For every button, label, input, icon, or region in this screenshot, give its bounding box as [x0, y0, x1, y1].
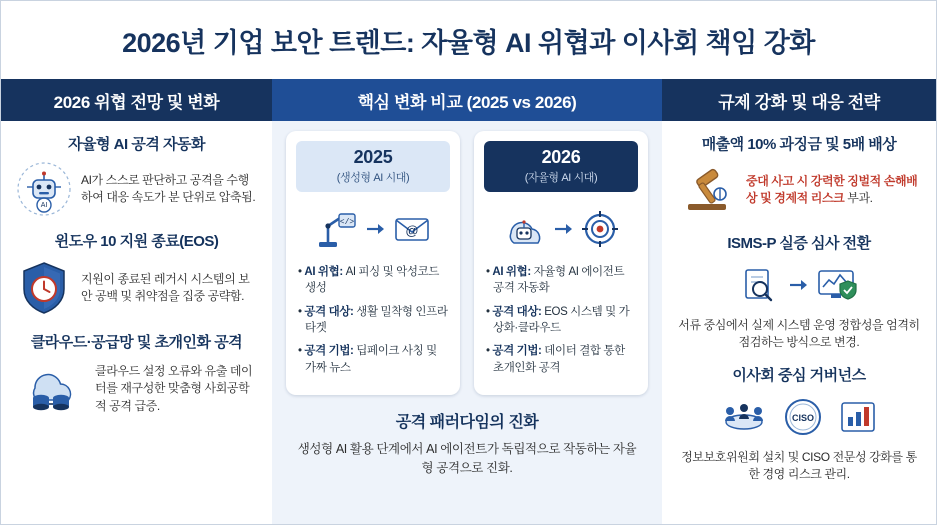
card-year: 2025 [353, 147, 393, 167]
item-label: 공격 기법: [492, 345, 542, 358]
block-description: 지원이 종료된 레거시 시스템의 보안 공백 및 취약점을 집중 공략함. [81, 271, 250, 303]
arrow-right-icon [365, 219, 385, 239]
left-column-header: 2026 위협 전망 및 변화 [1, 79, 272, 121]
block-title: 자율형 AI 공격 자동화 [68, 136, 205, 153]
block-title: 매출액 10% 과징금 및 5배 배상 [701, 136, 897, 153]
left-column [1, 79, 272, 525]
item-label: AI 위협: [492, 266, 531, 278]
block-description [746, 173, 922, 208]
risk-chart-icon [836, 395, 880, 439]
item-label: 공격 대상: [492, 305, 542, 318]
card-2026-items [484, 264, 638, 376]
right-block-governance [676, 364, 922, 484]
item-value: 딥페이크 사칭 및 가짜 뉴스 [305, 345, 437, 374]
item-value: AI 피싱 및 악성코드 생성 [305, 266, 439, 295]
arrow-right-icon [788, 275, 808, 295]
left-block-cloud-supplychain [15, 331, 258, 420]
card-2025-header [296, 141, 450, 192]
item-value: 자율형 AI 에이전트 공격 자동화 [493, 266, 625, 295]
item-value: 생활 밀착형 인프라 타겟 [305, 305, 448, 334]
desc-tail: 부과. [844, 191, 873, 205]
middle-footer [272, 395, 662, 478]
item-value: EOS 시스템 및 가상화·클라우드 [493, 305, 630, 334]
block-title: 윈도우 10 지원 종료(EOS) [54, 233, 219, 250]
left-block-autonomous-ai [15, 133, 258, 218]
ai-cloud-brain-icon [501, 207, 547, 251]
card-2025-visual [296, 200, 450, 258]
card-2025 [286, 131, 460, 395]
svg-text:</>: </> [339, 218, 355, 227]
block-description: AI가 스스로 판단하고 공격을 수행하여 대응 속도가 분 단위로 압축됨. [81, 172, 256, 204]
svg-text:@: @ [405, 223, 419, 238]
card-2025-items [296, 264, 450, 376]
email-phishing-icon [391, 209, 433, 249]
card-2026 [474, 131, 648, 395]
middle-column-header: 핵심 변화 비교 (2025 vs 2026) [272, 79, 662, 121]
block-row [15, 257, 258, 319]
card-2026-header [484, 141, 638, 192]
comparison-cards [272, 121, 662, 395]
gavel-scale-icon [676, 160, 738, 220]
block-description: 정보보호위원회 설치 및 CISO 전문성 강화를 통한 경영 리스크 관리. [681, 449, 917, 482]
right-column [662, 79, 936, 525]
item-value: 데이터 결합 통한 초개인화 공격 [493, 345, 625, 374]
ciso-badge-icon [780, 394, 826, 440]
item-label: AI 위협: [304, 266, 343, 278]
middle-column [272, 79, 662, 525]
target-crosshair-icon [579, 208, 621, 250]
left-column-body [1, 121, 272, 420]
block-row [15, 160, 258, 218]
card-2026-visual [484, 200, 638, 258]
item-label: 공격 대상: [304, 305, 354, 318]
block-row [15, 358, 258, 420]
block-title: ISMS-P 실증 심사 전환 [727, 235, 871, 252]
title-bar [1, 1, 936, 79]
list-item: • 공격 대상: 생활 밀착형 인프라 타겟 [298, 305, 448, 334]
svg-text:CISO: CISO [791, 412, 815, 423]
emphasis-text: 중대 사고 시 강력한 징벌적 손해배상 및 경제적 리스크 [746, 173, 918, 205]
list-item: • AI 위협: AI 피싱 및 악성코드 생성 [298, 266, 439, 295]
svg-text:AI: AI [40, 202, 48, 209]
arrow-right-icon [553, 219, 573, 239]
robot-arm-code-icon [313, 206, 359, 252]
list-item: • AI 위협: 자율형 AI 에이전트 공격 자동화 [486, 266, 625, 295]
card-subtitle: (자율형 AI 시대) [524, 172, 598, 184]
monitor-shield-icon [814, 263, 862, 307]
item-label: 공격 기법: [304, 345, 354, 358]
shield-clock-icon [15, 257, 73, 319]
block-description: 클라우드 설정 오류와 유출 데이터를 재구성한 맞춤형 사회공학적 공격 급증. [95, 363, 253, 413]
list-item: • 공격 기법: 딥페이크 사칭 및 가짜 뉴스 [298, 345, 437, 374]
block-title: 클라우드·공급망 및 초개인화 공격 [30, 334, 243, 351]
right-block-penalty [676, 133, 922, 220]
card-year: 2026 [541, 147, 581, 167]
footer-title: 공격 패러다임의 진화 [395, 413, 539, 431]
footer-description: 생성형 AI 활용 단계에서 AI 에이전트가 독립적으로 작동하는 자율형 공격으로 진화. [297, 441, 637, 475]
list-item: • 공격 기법: 데이터 결합 통한 초개인화 공격 [486, 345, 625, 374]
boardroom-ciso-icon [676, 391, 922, 443]
left-block-windows10-eos [15, 230, 258, 319]
cloud-database-icon [15, 358, 87, 420]
right-column-header: 규제 강화 및 대응 전략 [662, 79, 936, 121]
card-subtitle: (생성형 AI 시대) [336, 172, 410, 184]
columns-container [1, 79, 936, 525]
right-column-body [662, 121, 936, 484]
ai-robot-icon [15, 160, 73, 218]
audit-monitor-icon [676, 259, 922, 311]
boardroom-icon [718, 394, 770, 440]
page-title: 2026년 기업 보안 트렌드: 자율형 AI 위협과 이사회 책임 강화 [122, 27, 815, 58]
right-block-ismsp [676, 232, 922, 352]
block-title: 이사회 중심 거버넌스 [732, 366, 866, 384]
block-description: 서류 중심에서 실제 시스템 운영 정합성을 엄격히 점검하는 방식으로 변경. [678, 318, 920, 350]
block-row [676, 160, 922, 220]
list-item: • 공격 대상: EOS 시스템 및 가상화·클라우드 [486, 305, 630, 334]
